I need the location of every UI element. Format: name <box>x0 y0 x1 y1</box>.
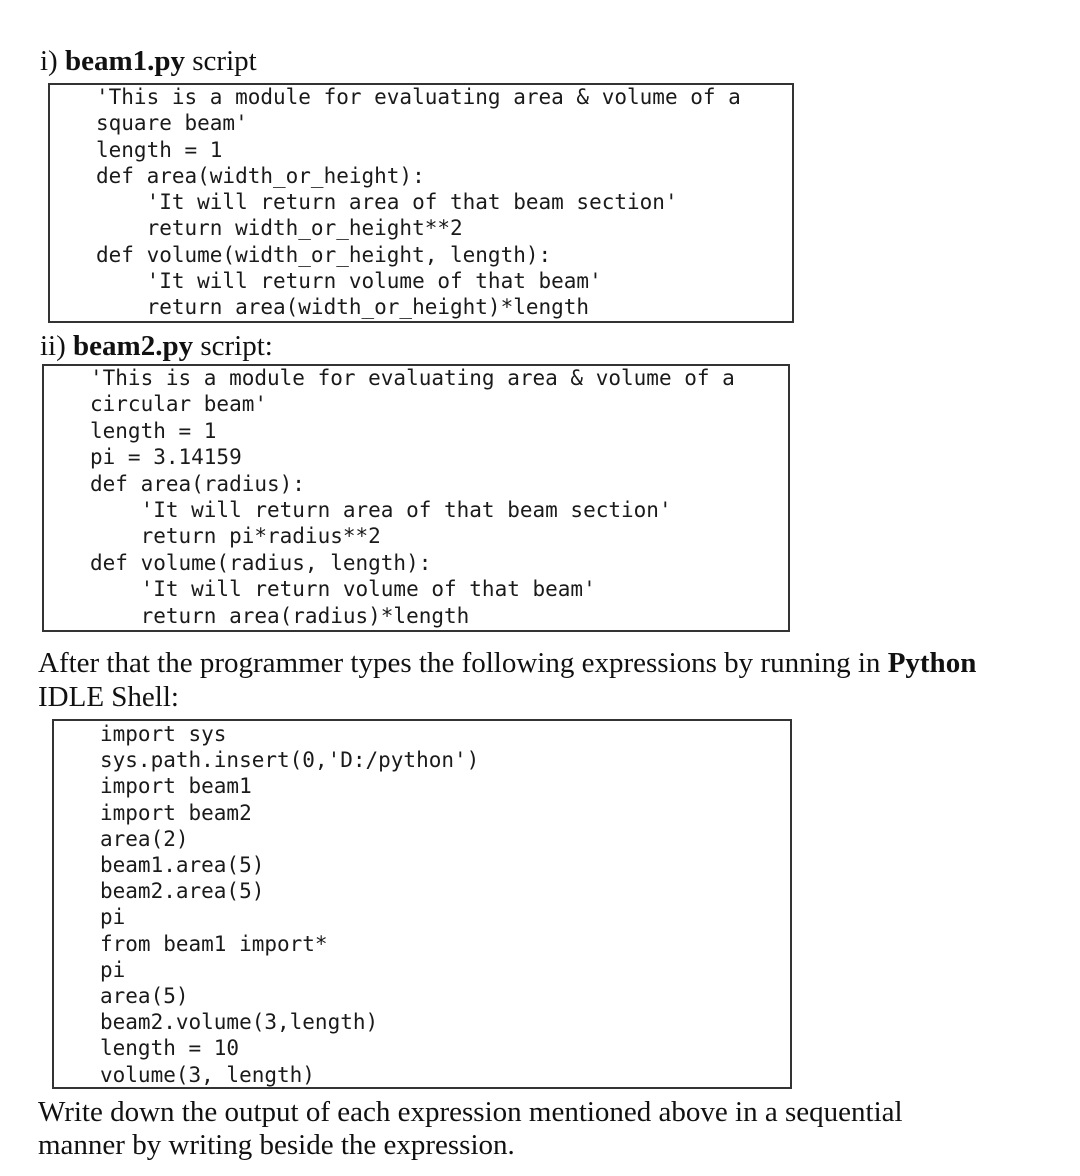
beam2-code-line: def volume(radius, length): <box>90 550 432 575</box>
beam2-code-line: def area(radius): <box>90 471 305 496</box>
shell-code-line: length = 10 <box>100 1036 240 1061</box>
beam2-code-line: 'This is a module for evaluating area & volume of a <box>90 366 735 390</box>
question-line-2: manner by writing beside the expression. <box>38 1129 515 1161</box>
beam2-code-line: length = 1 <box>90 418 217 443</box>
shell-code-line: beam1.area(5) <box>100 853 265 878</box>
section2-heading-rest: script: <box>200 330 273 362</box>
shell-code-line: volume(3, length) <box>100 1062 315 1087</box>
beam2-code-line: return area(radius)*length <box>90 603 470 628</box>
beam1-code-line: 'It will return volume of that beam' <box>96 269 602 294</box>
intro-line-1 <box>38 646 1004 680</box>
beam1-code-line: square beam' <box>96 111 248 136</box>
beam2-code <box>90 365 735 629</box>
question-line-1: Write down the output of each expression mentioned above in a sequential <box>38 1096 903 1128</box>
shell-code-line: pi <box>100 905 126 930</box>
beam1-code-line: return width_or_height**2 <box>96 216 463 241</box>
section1-heading-rest: script <box>192 45 257 77</box>
shell-code-line: from beam1 import* <box>100 931 328 956</box>
shell-code-line: import beam1 <box>100 774 252 799</box>
beam2-code-line: pi = 3.14159 <box>90 445 242 470</box>
shell-code-line: beam2.volume(3,length) <box>100 1010 379 1035</box>
intro-text: After that the programmer types the following expressions by running in <box>38 647 881 679</box>
beam1-code-line: 'It will return area of that beam section' <box>96 190 678 215</box>
section2-heading-filename: beam2.py <box>73 330 194 362</box>
shell-code-line: import sys <box>100 722 227 746</box>
shell-code-line: area(5) <box>100 984 189 1009</box>
beam1-code-line: def area(width_or_height): <box>96 163 425 188</box>
beam1-code <box>96 84 741 321</box>
shell-code-line: beam2.area(5) <box>100 879 265 904</box>
shell-code <box>100 721 479 1088</box>
beam2-code-line: return pi*radius**2 <box>90 524 381 549</box>
beam1-code-line: return area(width_or_height)*length <box>96 295 590 320</box>
beam2-code-line: circular beam' <box>90 392 268 417</box>
beam2-code-line: 'It will return volume of that beam' <box>90 577 596 602</box>
intro-line-2: IDLE Shell: <box>38 681 179 713</box>
section2-heading <box>40 329 273 363</box>
beam2-code-line: 'It will return area of that beam section' <box>90 498 672 523</box>
intro-bold: Python <box>887 647 977 679</box>
beam1-code-line: 'This is a module for evaluating area & volume of a <box>96 85 741 109</box>
shell-code-line: sys.path.insert(0,'D:/python') <box>100 748 480 773</box>
shell-code-line: import beam2 <box>100 800 252 825</box>
section1-heading-number: i) <box>40 45 58 77</box>
shell-code-line: pi <box>100 957 126 982</box>
beam1-code-line: def volume(width_or_height, length): <box>96 242 552 267</box>
section1-heading-filename: beam1.py <box>64 45 186 77</box>
section1-heading <box>40 44 257 78</box>
shell-code-line: area(2) <box>100 826 189 851</box>
beam1-code-line: length = 1 <box>96 137 223 162</box>
section2-heading-number: ii) <box>40 330 66 362</box>
